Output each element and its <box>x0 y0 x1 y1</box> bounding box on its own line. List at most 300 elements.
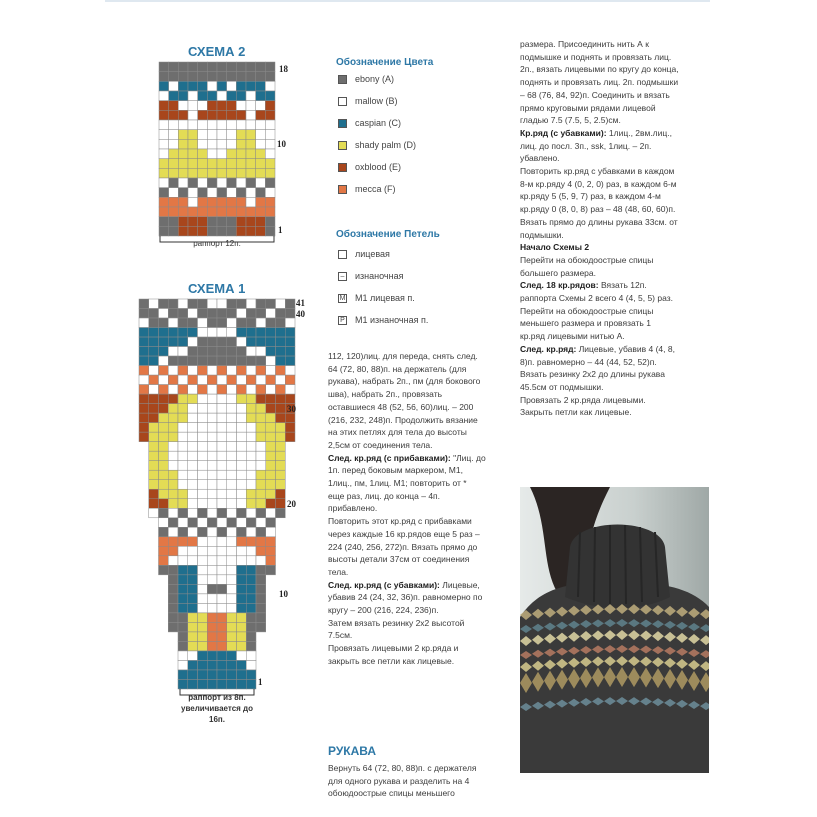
chart2-cell <box>188 217 198 227</box>
chart1-cell <box>227 404 237 414</box>
sweater-photo <box>520 487 709 773</box>
chart2-cell <box>217 120 227 130</box>
chart1-cell <box>159 423 169 433</box>
chart1-cell <box>266 480 276 490</box>
chart2-cell <box>198 81 208 91</box>
line-text: меньшего размера и провязать 1 <box>520 318 651 329</box>
chart2-cell <box>236 168 246 178</box>
line-text: Закрыть петли как лицевые. <box>520 407 632 418</box>
chart1-cell <box>188 394 198 404</box>
chart1-cell <box>198 318 208 328</box>
text-line <box>328 515 508 528</box>
line-text: через каждые 16 кр.рядов еще 5 раз – <box>328 528 480 539</box>
chart2-cell <box>265 226 275 236</box>
chart2-cell <box>217 168 227 178</box>
chart1-cell <box>256 404 266 414</box>
chart1-cell <box>139 318 149 328</box>
text-line <box>328 553 508 566</box>
chart1-cell <box>237 404 247 414</box>
chart1-cell <box>285 394 295 404</box>
chart1-cell <box>237 442 247 452</box>
chart1-cell <box>285 337 295 347</box>
chart1-cell <box>149 404 159 414</box>
text-line <box>520 394 712 407</box>
chart2-cell <box>188 101 198 111</box>
chart1-cell <box>276 461 286 471</box>
line-text: подмышке и поднять и провязать лиц. <box>520 51 672 62</box>
chart1-cell <box>139 309 149 319</box>
chart1-cell <box>217 423 227 433</box>
chart1-cell <box>266 442 276 452</box>
bold-phrase: Начало Схемы 2 <box>520 242 590 253</box>
chart1-cell <box>207 299 217 309</box>
chart1-cell <box>217 470 227 480</box>
chart2-cell <box>198 139 208 149</box>
chart2-cell <box>207 217 217 227</box>
chart1-cell <box>168 375 178 385</box>
chart2-cell <box>256 226 266 236</box>
text-line <box>520 63 712 76</box>
chart2-title: СХЕМА 2 <box>188 44 246 59</box>
chart2-cell <box>256 62 266 72</box>
chart1-cell <box>217 565 227 575</box>
chart1-cell <box>159 375 169 385</box>
chart1-cell <box>159 442 169 452</box>
stitch-legend-purl <box>338 270 403 282</box>
text-line <box>328 579 508 592</box>
chart1-cell <box>237 451 247 461</box>
chart2-cell <box>256 168 266 178</box>
chart2-cell <box>227 62 237 72</box>
chart1-cell <box>178 527 188 537</box>
chart2-cell <box>207 139 217 149</box>
chart1-cell <box>256 432 266 442</box>
chart1-cell <box>198 651 208 661</box>
line-text: лиц. до посл. 3п., ssk, 1лиц. – 2п. <box>520 140 652 151</box>
chart1-cell <box>237 337 247 347</box>
chart1-cell <box>217 309 227 319</box>
chart1-cell <box>178 679 188 689</box>
chart2-cell <box>227 217 237 227</box>
chart1-cell <box>246 632 256 642</box>
chart1-cell <box>256 584 266 594</box>
chart2-cell <box>265 91 275 101</box>
chart2-cell <box>265 62 275 72</box>
chart2-cell <box>198 226 208 236</box>
text-line <box>328 414 508 427</box>
bold-phrase: След. кр.ряд (с убавками): <box>328 579 440 590</box>
chart2-cell <box>246 110 256 120</box>
chart1-cell <box>227 328 237 338</box>
chart2-cell <box>178 217 188 227</box>
chart1-cell <box>159 413 169 423</box>
chart1-cell <box>207 622 217 632</box>
chart1-cell <box>207 603 217 613</box>
chart1-cell <box>168 499 178 509</box>
chart1-cell <box>207 442 217 452</box>
chart1-cell <box>227 385 237 395</box>
chart1-cell <box>237 679 247 689</box>
stitch-legend-m1-knit <box>338 292 415 304</box>
chart2-cell <box>188 62 198 72</box>
chart1-cell <box>256 499 266 509</box>
chart1-cell <box>178 442 188 452</box>
line-text: закрыть все петли как лицевые. <box>328 655 455 666</box>
chart1-cell <box>227 594 237 604</box>
chart2-cell <box>256 159 266 169</box>
chart2-cell <box>236 197 246 207</box>
chart1-cell <box>217 508 227 518</box>
chart2-cell <box>246 149 256 159</box>
chart1-cell <box>198 337 208 347</box>
chart2-cell <box>188 159 198 169</box>
chart2-cell <box>188 168 198 178</box>
chart2-cell <box>265 178 275 188</box>
chart1-cell <box>178 385 188 395</box>
chart2-cell <box>227 197 237 207</box>
chart2-cell <box>198 217 208 227</box>
chart1-cell <box>256 603 266 613</box>
chart1-cell <box>237 375 247 385</box>
chart1-cell <box>237 309 247 319</box>
text-line <box>328 629 508 642</box>
chart2-cell <box>265 207 275 217</box>
line-text: Вязать прямо до длины рукава 33см. от <box>520 216 678 227</box>
chart1-cell <box>188 641 198 651</box>
chart2-cell <box>236 120 246 130</box>
chart1-cell <box>149 299 159 309</box>
chart1-cell <box>188 537 198 547</box>
chart1-cell <box>149 309 159 319</box>
chart2-cell <box>188 81 198 91</box>
chart1-title: СХЕМА 1 <box>188 281 246 296</box>
chart1-cell <box>256 385 266 395</box>
stitch-label: M1 лицевая п. <box>355 293 415 303</box>
chart1-cell <box>246 347 256 357</box>
text-line <box>328 426 508 439</box>
chart1-cell <box>246 670 256 680</box>
bold-phrase: След. кр.ряд: <box>520 343 577 354</box>
color-name: mallow (B) <box>355 96 398 106</box>
line-text: убавлено. <box>520 153 560 164</box>
chart1-cell <box>217 413 227 423</box>
chart2-cell <box>256 110 266 120</box>
chart2-cell <box>246 81 256 91</box>
chart1-cell <box>207 309 217 319</box>
chart1-cell <box>168 423 178 433</box>
chart2-cell <box>169 178 179 188</box>
chart1-cell <box>256 622 266 632</box>
chart1-cell <box>207 366 217 376</box>
chart2-cell <box>178 207 188 217</box>
chart2-cell <box>178 168 188 178</box>
chart1-cell <box>188 489 198 499</box>
chart1-cell <box>198 527 208 537</box>
chart2-cell <box>217 197 227 207</box>
chart1-cell <box>256 537 266 547</box>
chart2-cell <box>169 159 179 169</box>
chart1-cell <box>168 413 178 423</box>
m1-purl-symbol-icon: P <box>338 316 347 325</box>
chart2-cell <box>236 101 246 111</box>
colors-legend-title: Обозначение Цвета <box>336 57 434 68</box>
chart2-cell <box>246 62 256 72</box>
chart1-cell <box>217 679 227 689</box>
chart2-cell <box>198 197 208 207</box>
chart1-cell <box>217 613 227 623</box>
line-text: 112, 120)лиц. для переда, снять след. <box>328 351 478 361</box>
line-text: Перейти на обоюдоострые спицы <box>520 305 654 316</box>
chart1-cell <box>168 575 178 585</box>
chart1-cell <box>178 404 188 414</box>
chart2-cell <box>207 207 217 217</box>
chart2-cell <box>256 120 266 130</box>
text-line <box>520 89 712 102</box>
chart1-cell <box>159 499 169 509</box>
chart1-cell <box>237 413 247 423</box>
chart1-cell <box>237 575 247 585</box>
chart1-cell <box>207 679 217 689</box>
chart2-cell <box>169 207 179 217</box>
chart2-cell <box>178 178 188 188</box>
chart2-cell <box>198 149 208 159</box>
chart1-cell <box>217 337 227 347</box>
chart1-cell <box>188 404 198 414</box>
chart2-cell <box>178 72 188 82</box>
chart2-cell <box>236 226 246 236</box>
chart1-cell <box>227 546 237 556</box>
chart2-cell <box>207 101 217 111</box>
chart1-cell <box>227 423 237 433</box>
chart1-cell <box>198 432 208 442</box>
line-text: большего размера. <box>520 267 596 278</box>
chart1-cell <box>207 432 217 442</box>
line-text: Повторить этот кр.ряд с прибавками <box>328 516 472 527</box>
chart1-cell <box>149 508 159 518</box>
chart2-cell <box>227 188 237 198</box>
chart1-cell <box>159 385 169 395</box>
chart1-cell <box>246 394 256 404</box>
chart1-cell <box>237 527 247 537</box>
text-line <box>520 381 712 394</box>
line-text: 8)п. равномерно – 44 (44, 52, 52)п. <box>520 356 657 367</box>
chart2-cell <box>236 188 246 198</box>
chart1-cell <box>217 347 227 357</box>
chart1-cell <box>198 328 208 338</box>
chart1-cell <box>198 375 208 385</box>
chart1-cell <box>139 299 149 309</box>
line-text: кр.ряду 5 (5, 9, 7) раз, в каждом 4-м <box>520 191 661 202</box>
text-line <box>520 292 712 305</box>
chart1-cell <box>246 328 256 338</box>
chart2-cell <box>256 197 266 207</box>
chart2-row-1: 1 <box>278 225 283 235</box>
chart2-cell <box>159 217 169 227</box>
chart1-cell <box>207 632 217 642</box>
chart2-cell <box>188 72 198 82</box>
chart2-cell <box>227 130 237 140</box>
m1-knit-symbol-icon: M <box>339 294 346 302</box>
chart1-cell <box>266 413 276 423</box>
chart1-cell <box>227 394 237 404</box>
chart1-cell <box>256 480 266 490</box>
chart1-cell <box>217 499 227 509</box>
chart2-cell <box>217 101 227 111</box>
chart1-cell <box>198 442 208 452</box>
chart1-cell <box>227 632 237 642</box>
chart1-cell <box>159 337 169 347</box>
chart1-cell <box>188 442 198 452</box>
chart1-cell <box>207 480 217 490</box>
chart2-cell <box>236 159 246 169</box>
text-line <box>328 375 508 388</box>
chart1-cell <box>139 337 149 347</box>
mecca-swatch <box>338 185 347 194</box>
chart1-cell <box>188 594 198 604</box>
text-line <box>328 617 508 630</box>
chart1-cell <box>188 432 198 442</box>
chart1-cell <box>139 394 149 404</box>
text-line <box>520 203 712 216</box>
chart1-cell <box>266 432 276 442</box>
chart1-cell <box>168 309 178 319</box>
chart1-cell <box>198 594 208 604</box>
chart1-cell <box>198 584 208 594</box>
chart2-cell <box>207 226 217 236</box>
chart1-cell <box>276 442 286 452</box>
chart1-cell <box>237 518 247 528</box>
chart2-cell <box>178 120 188 130</box>
chart1-cell <box>227 489 237 499</box>
chart2-cell <box>265 120 275 130</box>
chart1-cell <box>237 622 247 632</box>
chart1-cell <box>178 556 188 566</box>
chart1-cell <box>246 309 256 319</box>
chart1-cell <box>178 622 188 632</box>
chart2-cell <box>159 110 169 120</box>
chart2-cell <box>236 110 246 120</box>
text-line <box>520 330 712 343</box>
chart1-cell <box>188 328 198 338</box>
chart2-cell <box>265 188 275 198</box>
chart1-cell <box>159 432 169 442</box>
chart1-cell <box>246 679 256 689</box>
chart1-cell <box>188 565 198 575</box>
chart1-cell <box>207 556 217 566</box>
chart1-cell <box>237 603 247 613</box>
chart1-cell <box>256 366 266 376</box>
chart1-cell <box>237 508 247 518</box>
chart1-cell <box>159 394 169 404</box>
chart2-cell <box>178 101 188 111</box>
chart1-cell <box>285 328 295 338</box>
chart1-cell <box>149 470 159 480</box>
chart2-cell <box>265 81 275 91</box>
chart1-cell <box>207 660 217 670</box>
stitch-label: M1 изнаночная п. <box>355 315 429 325</box>
chart1-cell <box>198 394 208 404</box>
chart2-cell <box>227 120 237 130</box>
chart1-cell <box>256 470 266 480</box>
stitch-legend-m1-purl <box>338 314 428 326</box>
chart1-cell <box>256 546 266 556</box>
chart1-cell <box>149 328 159 338</box>
chart1-cell <box>217 394 227 404</box>
chart1-cell <box>266 461 276 471</box>
chart2-cell <box>169 62 179 72</box>
chart1-cell <box>139 385 149 395</box>
text-line <box>328 350 508 363</box>
chart1-cell <box>149 337 159 347</box>
stitch-label: лицевая <box>355 249 390 259</box>
chart1-cell <box>227 347 237 357</box>
chart2-cell <box>217 139 227 149</box>
chart2-cell <box>169 139 179 149</box>
chart2-cell <box>169 101 179 111</box>
chart1-cell <box>178 660 188 670</box>
chart1-cell <box>149 461 159 471</box>
chart2-cell <box>265 197 275 207</box>
chart1-cell <box>178 309 188 319</box>
line-text: Вязать резинку 2х2 до длины рукава <box>520 369 665 380</box>
chart2-cell <box>246 139 256 149</box>
chart2-cell <box>265 72 275 82</box>
chart1-cell <box>178 575 188 585</box>
chart2-cell <box>198 120 208 130</box>
text-line <box>520 152 712 165</box>
chart1-cell <box>168 518 178 528</box>
chart1-cell <box>217 651 227 661</box>
chart1-cell <box>168 337 178 347</box>
chart1-cell <box>276 451 286 461</box>
bold-phrase: Кр.ряд (с убавками): <box>520 127 607 138</box>
text-line <box>328 566 508 579</box>
chart1-cell <box>217 404 227 414</box>
chart2-cell <box>236 139 246 149</box>
chart1-cell <box>198 546 208 556</box>
chart1-cell <box>256 318 266 328</box>
chart1-cell <box>139 356 149 366</box>
chart1-cell <box>207 613 217 623</box>
chart1-cell <box>188 375 198 385</box>
chart2-cell <box>256 188 266 198</box>
chart2-cell <box>207 62 217 72</box>
chart1-cell <box>246 556 256 566</box>
chart1-cell <box>246 565 256 575</box>
chart1-cell <box>168 385 178 395</box>
chart1-cell <box>159 461 169 471</box>
text-line <box>328 655 508 668</box>
chart1-cell <box>266 385 276 395</box>
chart2-grid <box>159 62 275 236</box>
chart1-cell <box>227 413 237 423</box>
chart2-cell <box>217 130 227 140</box>
chart2-cell <box>169 120 179 130</box>
chart1-cell <box>207 584 217 594</box>
chart1-cell <box>237 499 247 509</box>
chart1-cell <box>285 413 295 423</box>
chart1-cell <box>237 537 247 547</box>
chart1-cell <box>198 347 208 357</box>
chart1-cell <box>237 432 247 442</box>
chart1-cell <box>198 508 208 518</box>
chart2-cell <box>159 197 169 207</box>
stitch-legend-knit <box>338 248 390 260</box>
chart2-cell <box>159 207 169 217</box>
color-name: shady palm (D) <box>355 140 417 150</box>
chart1-cell <box>178 537 188 547</box>
chart1-cell <box>198 518 208 528</box>
